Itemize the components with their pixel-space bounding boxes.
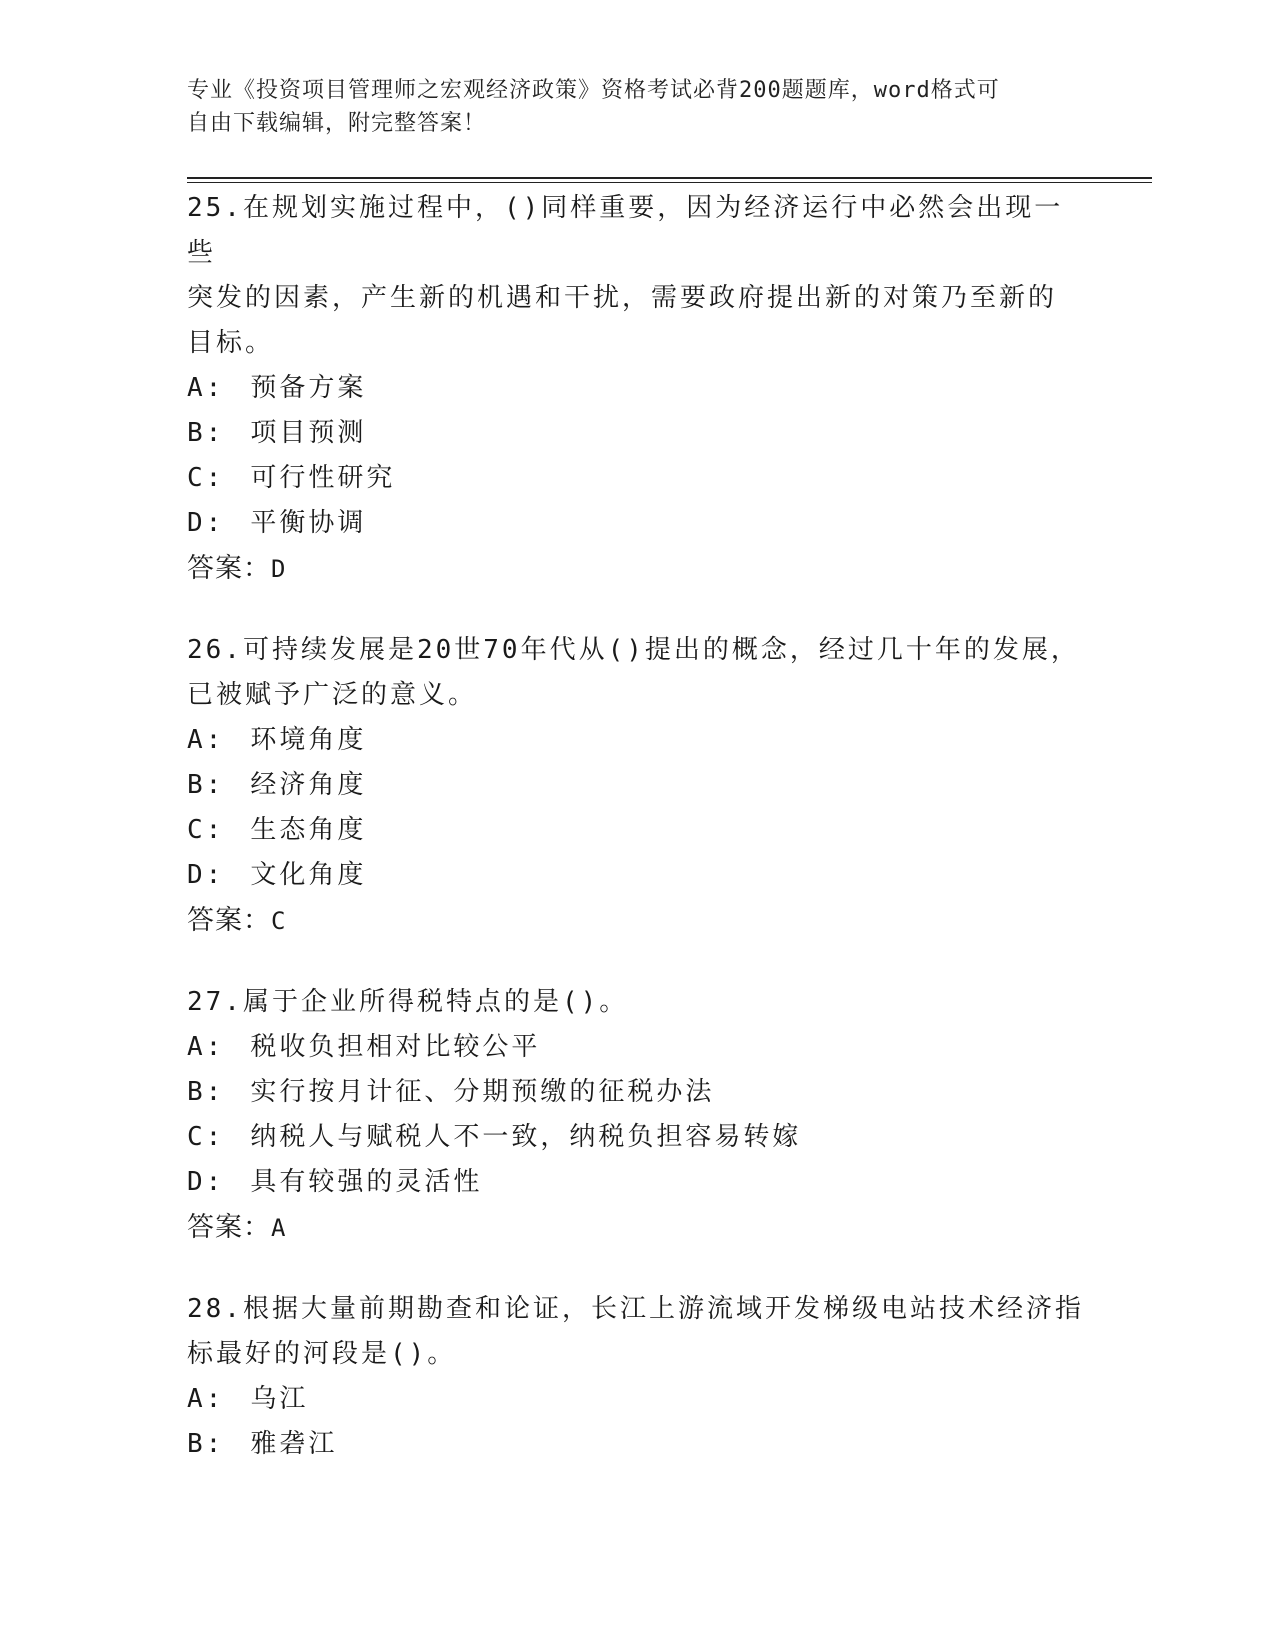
option-text: 税收负担相对比较公平 [250,1032,541,1062]
answer-value: A [271,1214,287,1242]
option-b [187,1422,1087,1467]
option-a [187,1377,1087,1422]
question-stem-line: 27.属于企业所得税特点的是()。 [187,987,629,1017]
option-letter: D: [187,1167,225,1197]
option-b [187,1070,1087,1115]
option-a [187,718,1087,763]
question-stem-line: 标最好的河段是()。 [187,1339,457,1369]
answer-line [187,1205,1087,1251]
answer-label: 答案： [187,553,271,584]
option-text: 预备方案 [250,373,367,403]
option-d [187,853,1087,898]
question-list [187,186,1087,1503]
answer-line [187,898,1087,944]
option-text: 平衡协调 [250,508,367,538]
option-c [187,1115,1087,1160]
answer-value: D [271,555,287,583]
answer-line [187,546,1087,592]
option-letter: C: [187,463,225,493]
option-c [187,808,1087,853]
option-letter: A: [187,1032,225,1062]
question-stem-line: 已被赋予广泛的意义。 [187,680,478,710]
option-text: 乌江 [250,1384,309,1414]
option-text: 可行性研究 [250,463,396,493]
question-stem-line: 25.在规划实施过程中，()同样重要，因为经济运行中必然会出现一些 [187,193,1064,268]
option-letter: C: [187,1122,225,1152]
option-text: 雅砻江 [250,1429,338,1459]
question-27 [187,980,1087,1251]
option-c [187,456,1087,501]
question-stem-line: 26.可持续发展是20世70年代从()提出的概念，经过几十年的发展， [187,635,1080,665]
option-a [187,1025,1087,1070]
question-stem-line: 目标。 [187,328,275,358]
option-b [187,763,1087,808]
option-b [187,411,1087,456]
option-letter: D: [187,508,225,538]
question-25 [187,186,1087,592]
header-line-2: 自由下载编辑，附完整答案！ [187,111,487,136]
option-text: 具有较强的灵活性 [250,1167,483,1197]
answer-label: 答案： [187,1212,271,1243]
option-letter: B: [187,770,225,800]
option-letter: A: [187,373,225,403]
question-stem-line: 突发的因素，产生新的机遇和干扰，需要政府提出新的对策乃至新的 [187,283,1058,313]
option-d [187,501,1087,546]
option-letter: A: [187,725,225,755]
header-line-1: 专业《投资项目管理师之宏观经济政策》资格考试必背200题题库，word格式可 [187,78,1000,103]
option-letter: A: [187,1384,225,1414]
option-letter: B: [187,1429,225,1459]
option-letter: C: [187,815,225,845]
option-text: 环境角度 [250,725,367,755]
option-text: 项目预测 [250,418,367,448]
option-text: 生态角度 [250,815,367,845]
answer-value: C [271,907,287,935]
header-divider-thin [187,182,1152,183]
option-letter: B: [187,418,225,448]
answer-label: 答案： [187,905,271,936]
option-text: 实行按月计征、分期预缴的征税办法 [250,1077,715,1107]
question-26 [187,628,1087,944]
header-divider-thick [187,177,1152,179]
document-header [187,74,1067,140]
option-d [187,1160,1087,1205]
option-letter: B: [187,1077,225,1107]
option-letter: D: [187,860,225,890]
option-text: 经济角度 [250,770,367,800]
option-a [187,366,1087,411]
option-text: 文化角度 [250,860,367,890]
question-stem-line: 28.根据大量前期勘查和论证，长江上游流域开发梯级电站技术经济指 [187,1294,1084,1324]
option-text: 纳税人与赋税人不一致，纳税负担容易转嫁 [250,1122,802,1152]
question-28 [187,1287,1087,1467]
